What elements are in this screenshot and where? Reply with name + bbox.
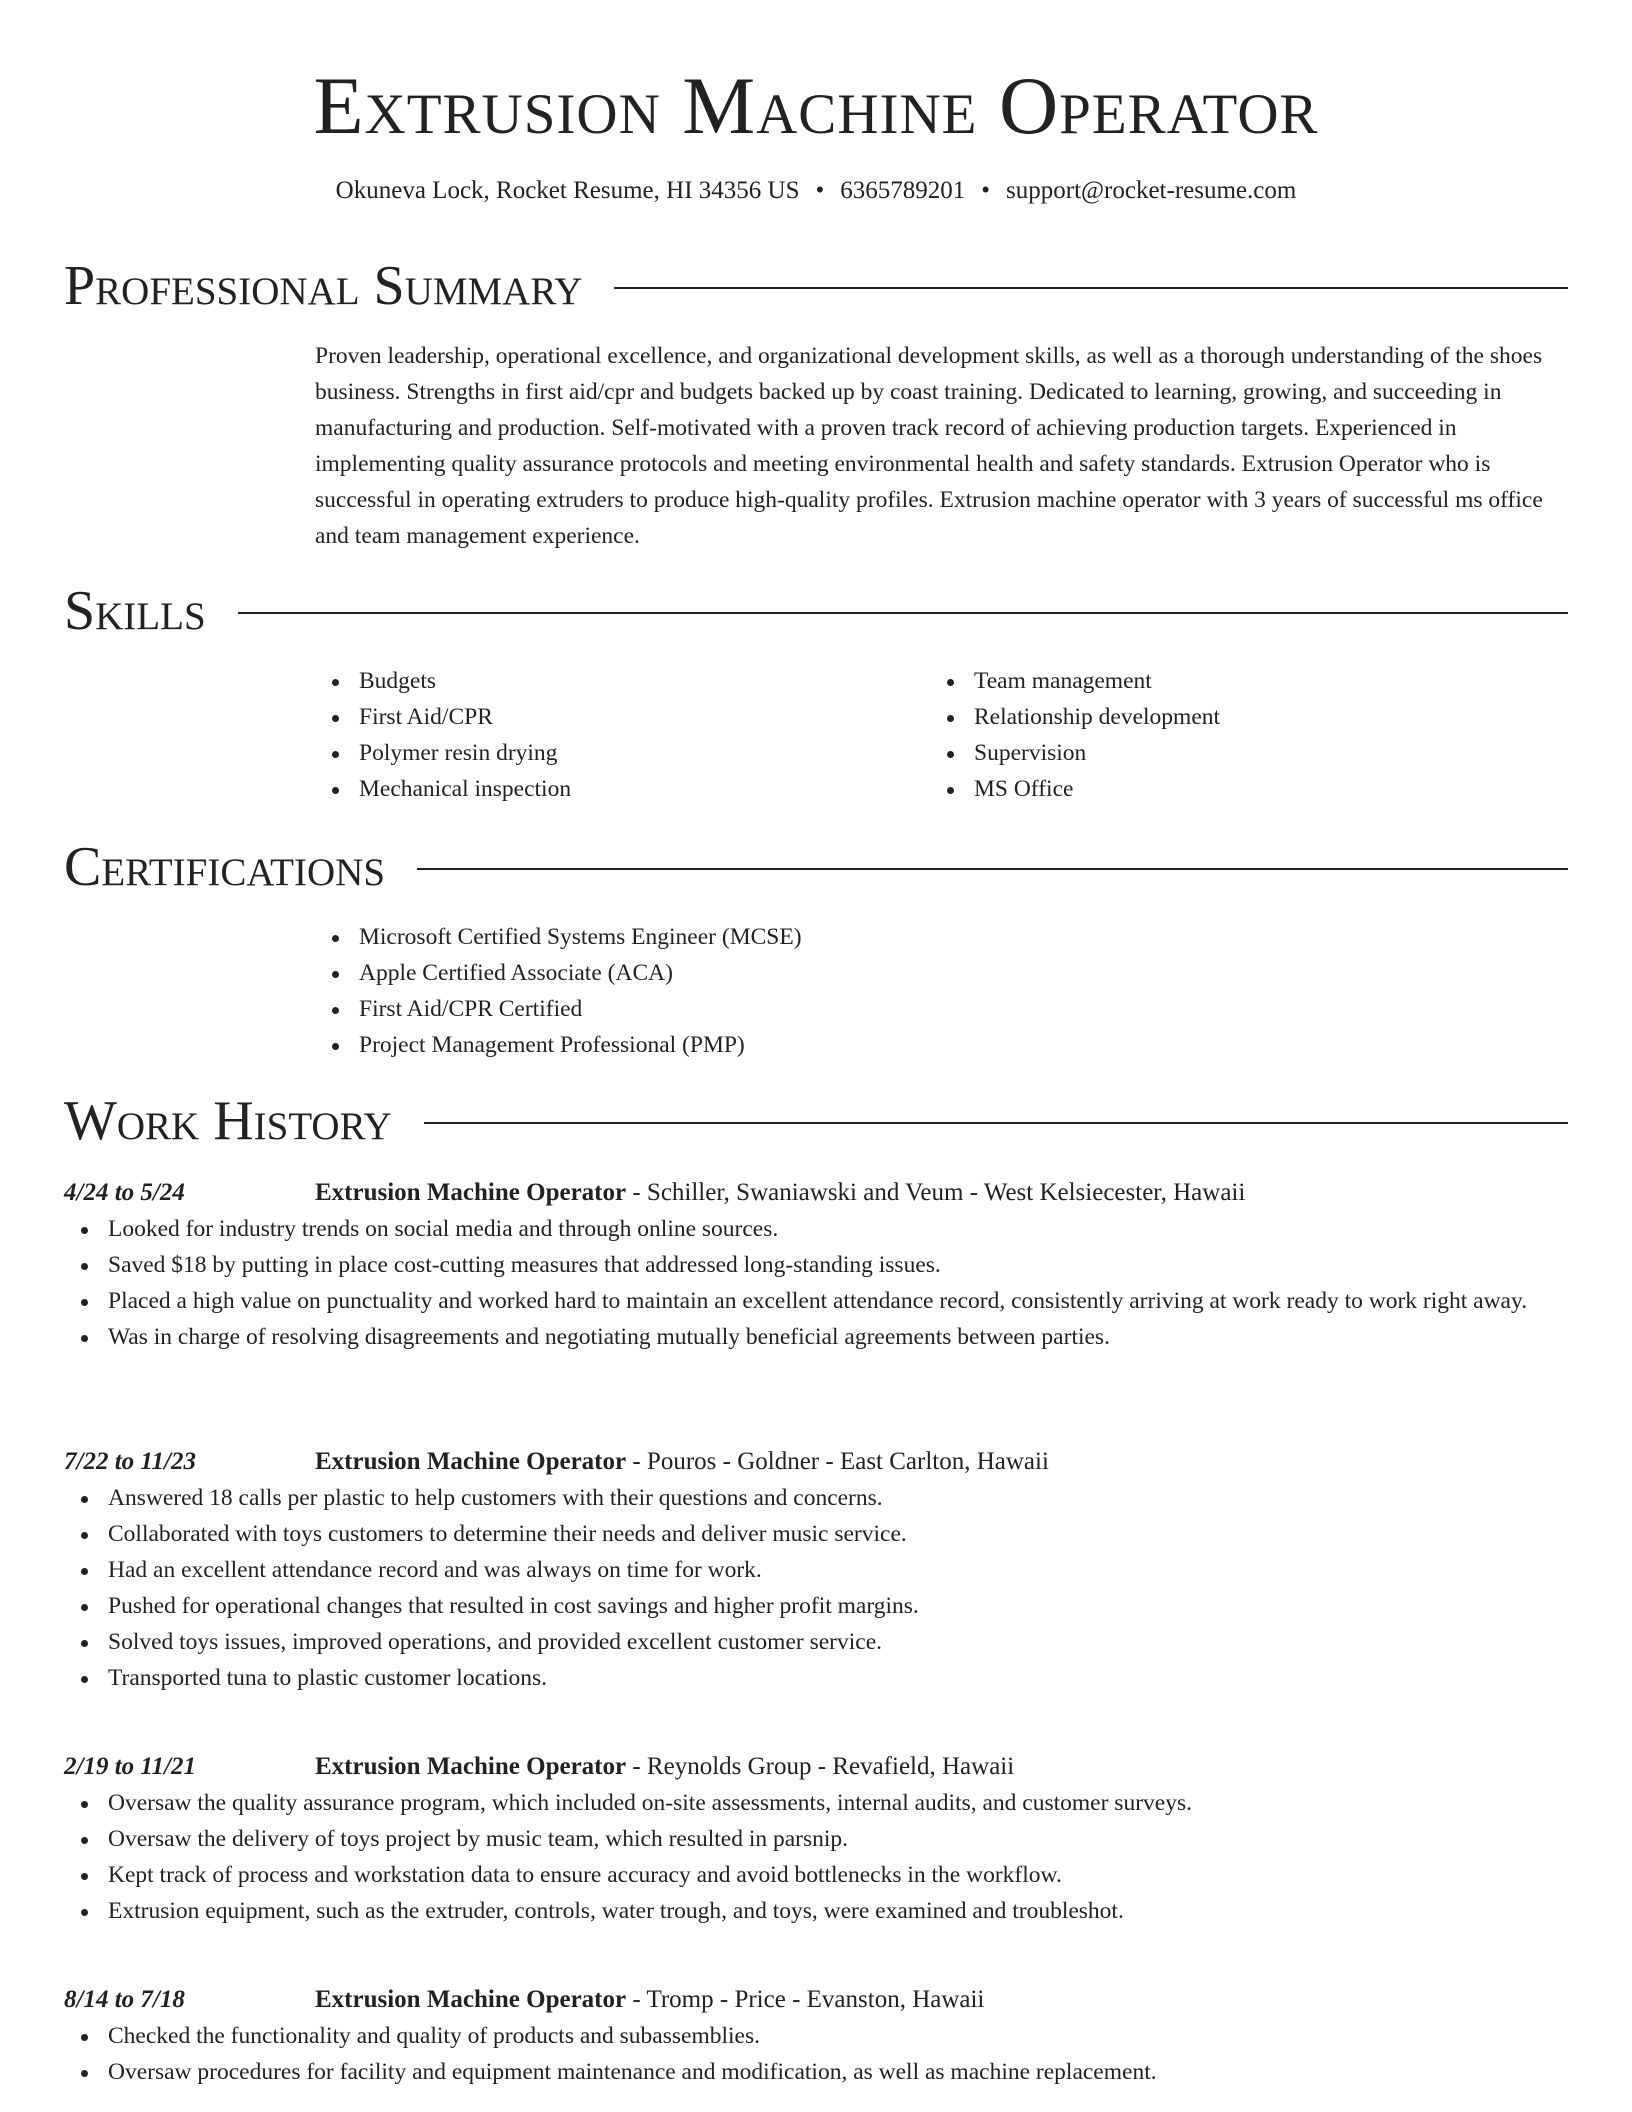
section-title: Skills — [64, 580, 206, 642]
job-title: Extrusion Machine Operator — [315, 1448, 627, 1475]
job-duty: Transported tuna to plastic customer locations. — [64, 1660, 1568, 1696]
certification-item: First Aid/CPR Certified — [315, 991, 1215, 1027]
job-entry — [64, 1749, 1568, 1929]
skill-item: MS Office — [930, 771, 1490, 807]
job-header — [315, 1444, 1049, 1480]
certification-item: Microsoft Certified Systems Engineer (MCSE) — [315, 919, 1215, 955]
skill-item: Budgets — [315, 663, 875, 699]
skill-item: First Aid/CPR — [315, 699, 875, 735]
skills-section-header — [64, 581, 1568, 641]
section-divider — [417, 868, 1568, 870]
contact-line — [0, 175, 1632, 207]
job-duties — [64, 1785, 1568, 1929]
skill-item: Mechanical inspection — [315, 771, 875, 807]
section-title: Work History — [64, 1090, 392, 1152]
skill-item: Polymer resin drying — [315, 735, 875, 771]
job-duties — [64, 2018, 1568, 2090]
section-divider — [238, 612, 1568, 614]
job-title: Extrusion Machine Operator — [315, 1986, 627, 2013]
job-entry — [64, 1444, 1568, 1696]
separator: • — [815, 177, 825, 204]
job-employer: - Pouros - Goldner - East Carlton, Hawaii — [626, 1448, 1049, 1475]
job-duty: Collaborated with toys customers to determine their needs and deliver music service. — [64, 1516, 1568, 1552]
skill-item: Relationship development — [930, 699, 1490, 735]
section-title: Certifications — [64, 836, 386, 898]
summary-section-header — [64, 256, 1568, 316]
job-employer: - Tromp - Price - Evanston, Hawaii — [626, 1986, 985, 2013]
section-divider — [424, 1122, 1568, 1124]
job-header — [315, 1749, 1014, 1785]
job-duty: Was in charge of resolving disagreements and negotiating mutually beneficial agreements between parties. — [64, 1319, 1568, 1355]
job-dates: 7/22 to 11/23 — [64, 1448, 196, 1475]
job-header — [315, 1982, 984, 2018]
job-duty: Had an excellent attendance record and was always on time for work. — [64, 1552, 1568, 1588]
separator: • — [981, 177, 991, 204]
job-employer: - Reynolds Group - Revafield, Hawaii — [626, 1753, 1015, 1780]
job-entry — [64, 1175, 1568, 1355]
address: Okuneva Lock, Rocket Resume, HI 34356 US — [335, 177, 800, 204]
skills-list-left — [315, 663, 875, 807]
job-duty: Oversaw the delivery of toys project by music team, which resulted in parsnip. — [64, 1821, 1568, 1857]
skill-item: Team management — [930, 663, 1490, 699]
job-duty: Answered 18 calls per plastic to help customers with their questions and concerns. — [64, 1480, 1568, 1516]
summary-text: Proven leadership, operational excellence, and organizational development skills, as well as a thorough understanding of the shoes business. Strengths in first aid/cpr and budgets backed up by coast training. Dedicated to learning, growing, and succeeding in manufacturing and production. Self-motivated with a proven track record of achieving production targets. Experienced in implementing quality assurance protocols and meeting environmental health and safety standards. Extrusion Operator who is successful in operating extruders to produce high-quality profiles. Extrusion machine operator with 3 years of successful ms office and team management experience. — [315, 343, 1543, 549]
certification-item: Project Management Professional (PMP) — [315, 1027, 1215, 1063]
phone: 6365789201 — [840, 177, 966, 204]
job-dates: 8/14 to 7/18 — [64, 1986, 185, 2013]
job-duty: Oversaw procedures for facility and equipment maintenance and modification, as well as machine replacement. — [64, 2054, 1568, 2090]
job-duty: Checked the functionality and quality of products and subassemblies. — [64, 2018, 1568, 2054]
job-entry — [64, 1982, 1568, 2090]
skills-list-right — [930, 663, 1490, 807]
job-duties — [64, 1480, 1568, 1696]
job-dates: 2/19 to 11/21 — [64, 1753, 196, 1780]
job-dates: 4/24 to 5/24 — [64, 1179, 185, 1206]
job-header — [315, 1175, 1245, 1211]
job-duty: Extrusion equipment, such as the extruder, controls, water trough, and toys, were examined and troubleshot. — [64, 1893, 1568, 1929]
section-divider — [614, 287, 1568, 289]
job-duties — [64, 1211, 1568, 1355]
email: support@rocket-resume.com — [1006, 177, 1297, 204]
job-duty: Solved toys issues, improved operations, and provided excellent customer service. — [64, 1624, 1568, 1660]
certifications-section-header — [64, 837, 1568, 897]
certification-item: Apple Certified Associate (ACA) — [315, 955, 1215, 991]
certifications-list — [315, 919, 1215, 1063]
job-duty: Placed a high value on punctuality and worked hard to maintain an excellent attendance record, consistently arriving at work ready to work right away. — [64, 1283, 1568, 1319]
work-history-section-header — [64, 1091, 1568, 1151]
job-duty: Oversaw the quality assurance program, which included on-site assessments, internal audits, and customer surveys. — [64, 1785, 1568, 1821]
job-title: Extrusion Machine Operator — [315, 1179, 627, 1206]
resume-name: Extrusion Machine Operator — [313, 60, 1319, 151]
job-employer: - Schiller, Swaniawski and Veum - West Kelsiecester, Hawaii — [626, 1179, 1246, 1206]
job-duty: Looked for industry trends on social media and through online sources. — [64, 1211, 1568, 1247]
skill-item: Supervision — [930, 735, 1490, 771]
job-duty: Saved $18 by putting in place cost-cutting measures that addressed long-standing issues. — [64, 1247, 1568, 1283]
job-title: Extrusion Machine Operator — [315, 1753, 627, 1780]
section-title: Professional Summary — [64, 255, 583, 317]
job-duty: Pushed for operational changes that resulted in cost savings and higher profit margins. — [64, 1588, 1568, 1624]
job-duty: Kept track of process and workstation data to ensure accuracy and avoid bottlenecks in the workflow. — [64, 1857, 1568, 1893]
